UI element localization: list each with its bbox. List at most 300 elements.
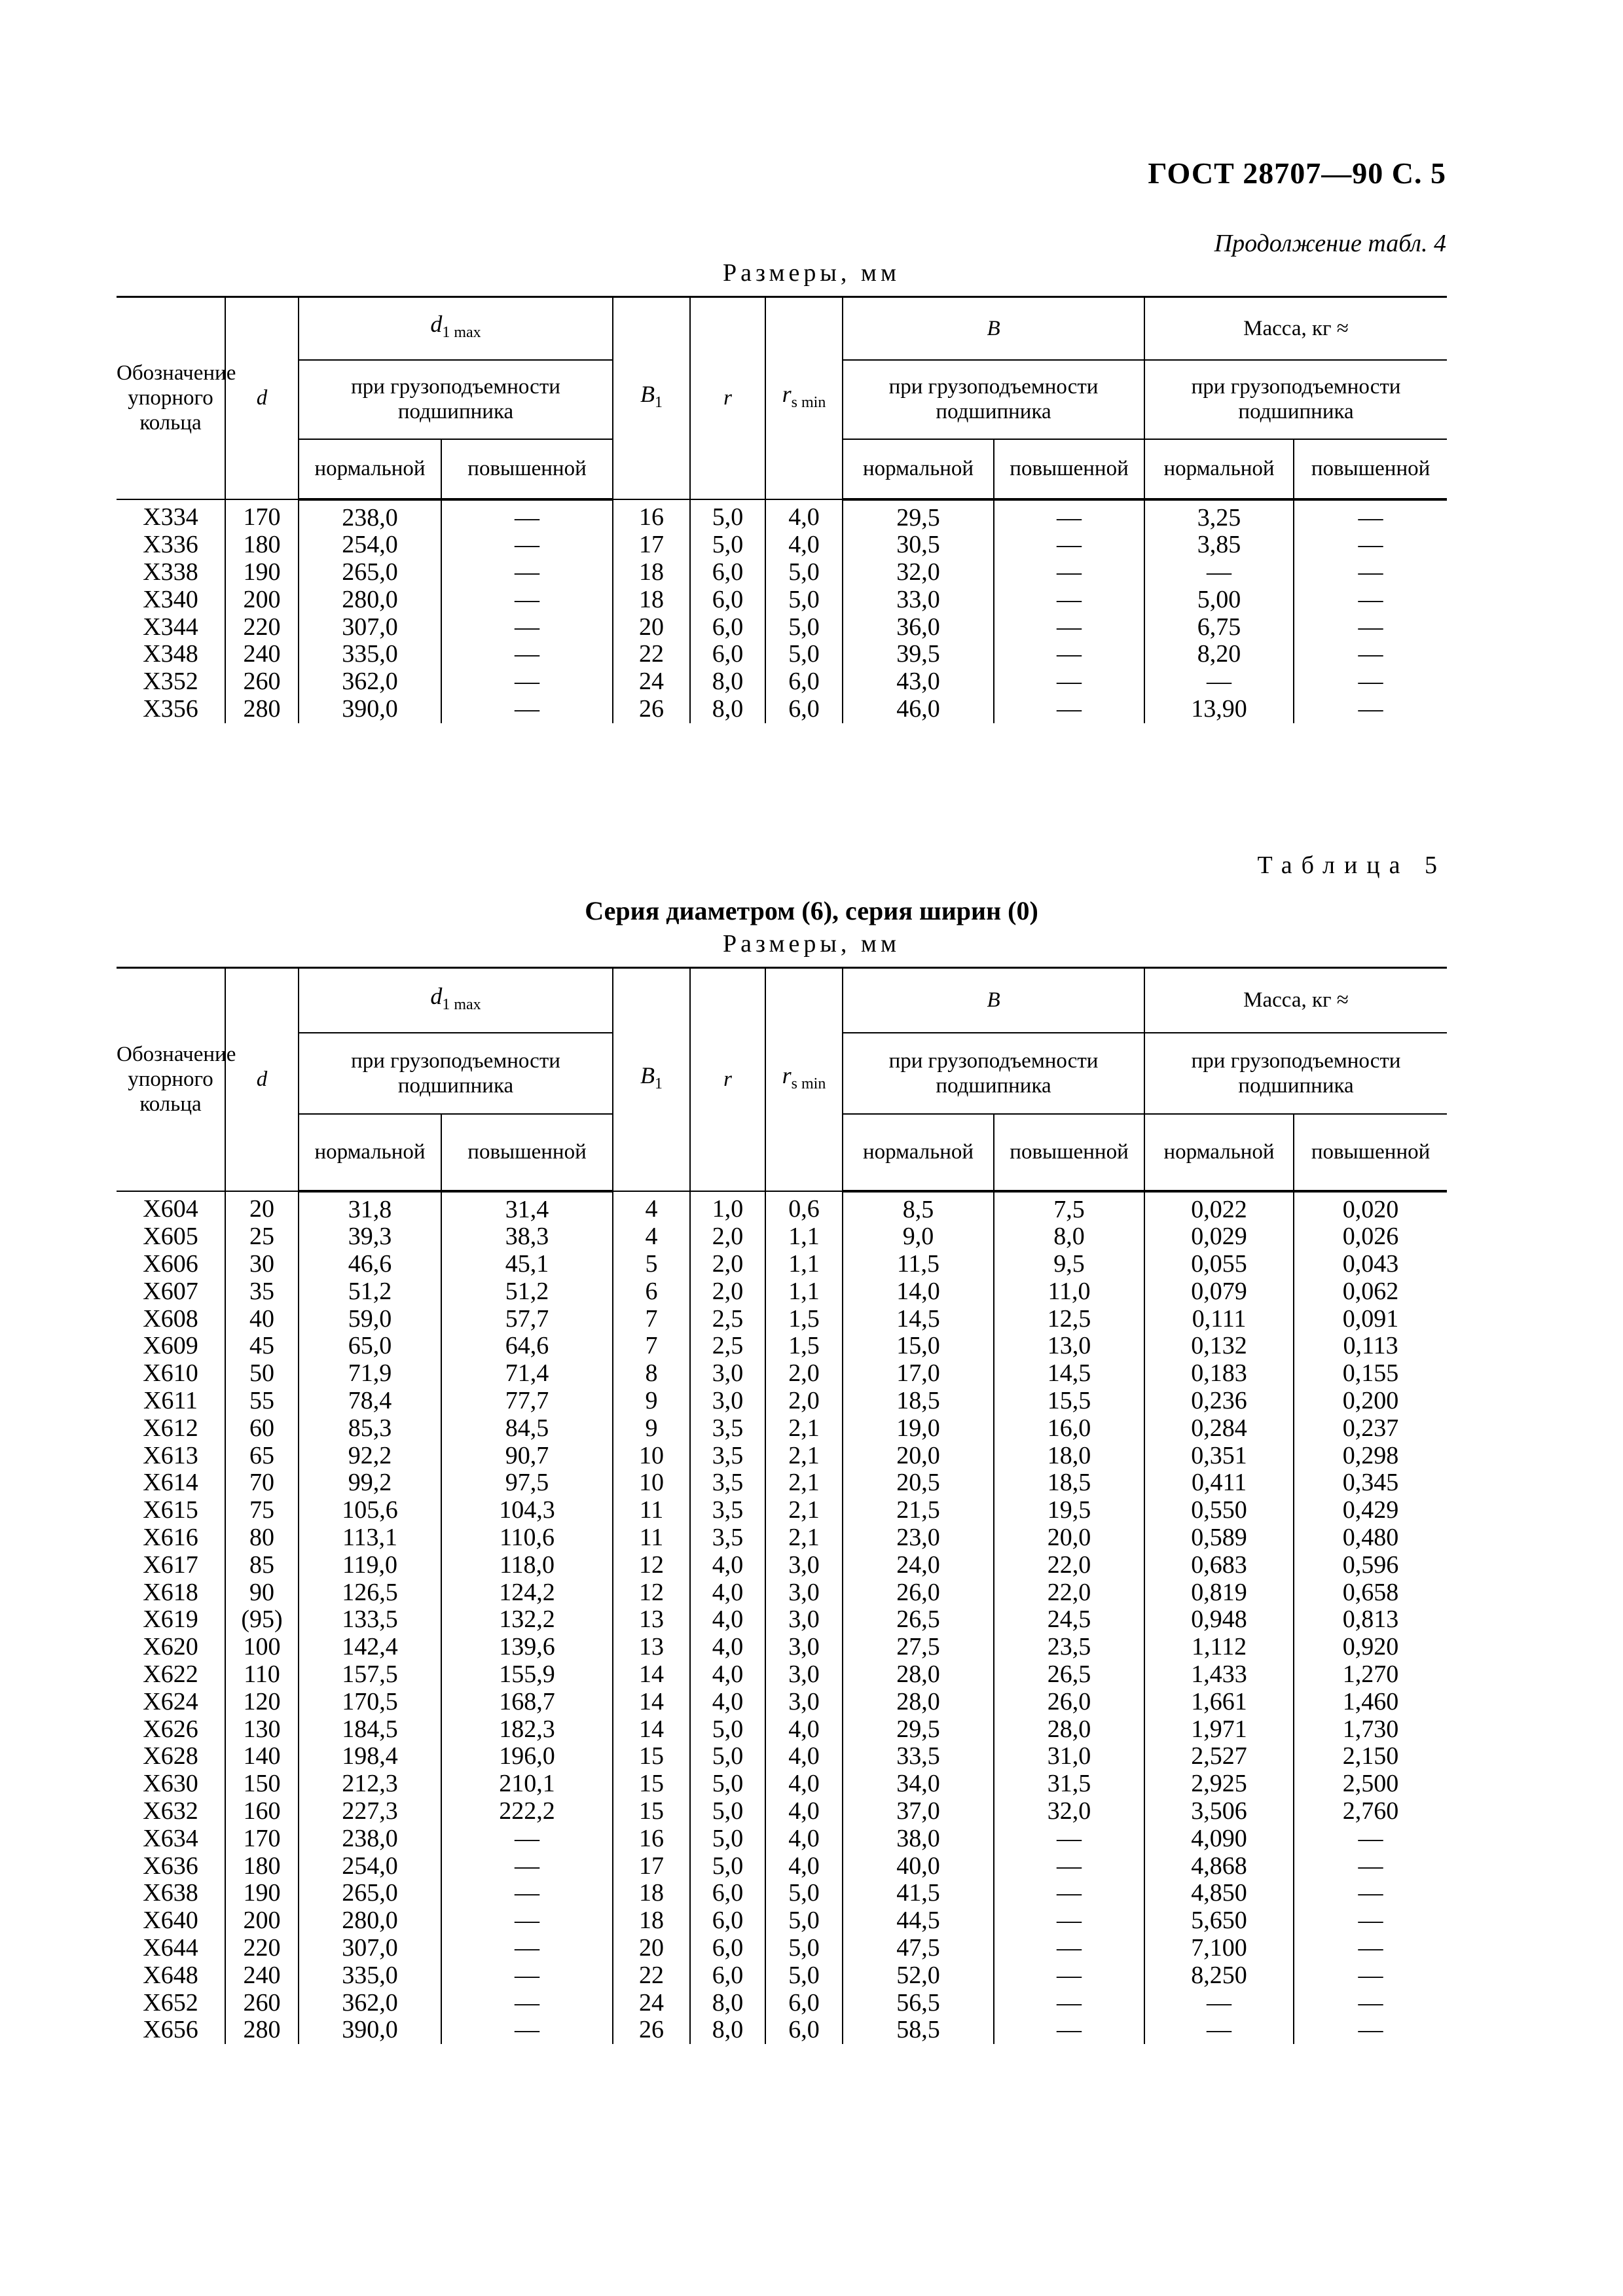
d1-increased-cell: — [441, 586, 613, 614]
b-normal-cell: 43,0 [843, 668, 994, 696]
mass-increased-cell: 0,043 [1294, 1251, 1447, 1278]
table-row [117, 559, 1447, 586]
b-normal-cell: 29,5 [843, 1716, 994, 1744]
d1-normal-cell: 280,0 [299, 586, 441, 614]
rs-min-cell: 4,0 [765, 1825, 843, 1853]
mass-normal-header: нормальной [1144, 1114, 1294, 1191]
b-normal-cell: 33,5 [843, 1743, 994, 1770]
designation-cell: X608 [117, 1306, 225, 1333]
b-normal-cell: 20,5 [843, 1469, 994, 1497]
b1-cell: 18 [613, 1880, 690, 1907]
designation-cell: X626 [117, 1716, 225, 1744]
b1-cell: 20 [613, 1935, 690, 1962]
mass-normal-cell: 0,111 [1144, 1306, 1294, 1333]
table-row [117, 1798, 1447, 1825]
d1-normal-cell: 307,0 [299, 614, 441, 641]
mass-increased-cell: 0,091 [1294, 1306, 1447, 1333]
r-cell: 8,0 [690, 668, 765, 696]
d1-increased-cell: — [441, 696, 613, 723]
mass-increased-cell: 1,270 [1294, 1661, 1447, 1689]
r-cell: 4,0 [690, 1552, 765, 1579]
d1-normal-cell: 170,5 [299, 1689, 441, 1716]
b-increased-cell: — [994, 668, 1144, 696]
designation-cell: X622 [117, 1661, 225, 1689]
table-row [117, 1251, 1447, 1278]
mass-increased-cell: 2,500 [1294, 1770, 1447, 1798]
table-5-label: Таблица 5 [1257, 852, 1446, 879]
b-increased-cell: — [994, 614, 1144, 641]
table-row [117, 1469, 1447, 1497]
d1-normal-cell: 99,2 [299, 1469, 441, 1497]
mass-normal-cell: 1,112 [1144, 1634, 1294, 1661]
table-row [117, 1606, 1447, 1634]
r-cell: 6,0 [690, 1907, 765, 1935]
d1-normal-cell: 157,5 [299, 1661, 441, 1689]
mass-increased-cell: — [1294, 1935, 1447, 1962]
d-cell: 80 [225, 1524, 299, 1552]
designation-cell: X634 [117, 1825, 225, 1853]
d1-subscript: 1 max [442, 324, 481, 342]
b1-cell: 9 [613, 1415, 690, 1443]
r-cell: 8,0 [690, 696, 765, 723]
r-cell: 5,0 [690, 1798, 765, 1825]
table-row [117, 2017, 1447, 2044]
mass-increased-cell: — [1294, 499, 1447, 532]
b-increased-cell: — [994, 1880, 1144, 1907]
d1-increased-cell: 182,3 [441, 1716, 613, 1744]
b1-cell: 12 [613, 1552, 690, 1579]
d-cell: 220 [225, 614, 299, 641]
designation-cell: X336 [117, 531, 225, 559]
d1-symbol: d [430, 982, 443, 1009]
b-increased-cell: — [994, 1853, 1144, 1880]
table-row [117, 1661, 1447, 1689]
d-cell: 100 [225, 1634, 299, 1661]
rs-min-cell: 2,0 [765, 1388, 843, 1415]
d1-increased-cell: — [441, 559, 613, 586]
b-normal-cell: 19,0 [843, 1415, 994, 1443]
mass-normal-cell: 5,00 [1144, 586, 1294, 614]
table-row [117, 641, 1447, 668]
d1-normal-cell: 39,3 [299, 1223, 441, 1251]
mass-load-header: при грузоподъемности подшипника [1144, 360, 1447, 439]
table-row [117, 1443, 1447, 1470]
designation-cell: X619 [117, 1606, 225, 1634]
table-row [117, 1360, 1447, 1388]
r-cell: 3,5 [690, 1469, 765, 1497]
mass-normal-cell: 0,351 [1144, 1443, 1294, 1470]
b-normal-cell: 9,0 [843, 1223, 994, 1251]
mass-normal-cell: 0,022 [1144, 1191, 1294, 1224]
b1-cell: 7 [613, 1306, 690, 1333]
d1-normal-cell: 390,0 [299, 696, 441, 723]
d1-increased-cell: 132,2 [441, 1606, 613, 1634]
mass-increased-cell: 0,920 [1294, 1634, 1447, 1661]
rs-min-cell: 3,0 [765, 1552, 843, 1579]
d1-normal-cell: 85,3 [299, 1415, 441, 1443]
b1-symbol: B [640, 1062, 655, 1088]
mass-header: Масса, кг ≈ [1144, 968, 1447, 1033]
mass-normal-cell: 0,411 [1144, 1469, 1294, 1497]
d1-normal-cell: 92,2 [299, 1443, 441, 1470]
designation-cell: X340 [117, 586, 225, 614]
rs-min-cell: 1,1 [765, 1251, 843, 1278]
r-cell: 3,0 [690, 1360, 765, 1388]
b-increased-cell: 8,0 [994, 1223, 1144, 1251]
b1-cell: 13 [613, 1634, 690, 1661]
b1-cell: 15 [613, 1743, 690, 1770]
b1-cell: 14 [613, 1661, 690, 1689]
b-normal-cell: 26,0 [843, 1579, 994, 1607]
table-row [117, 1689, 1447, 1716]
mass-increased-cell: 0,200 [1294, 1388, 1447, 1415]
rs-min-cell: 5,0 [765, 1962, 843, 1990]
d1-increased-cell: 31,4 [441, 1191, 613, 1224]
d1-normal-cell: 362,0 [299, 1990, 441, 2017]
b1-subscript: 1 [655, 1075, 663, 1092]
b-increased-cell: 14,5 [994, 1360, 1144, 1388]
table-4-continuation [117, 296, 1447, 723]
table-row [117, 1579, 1447, 1607]
rs-min-cell: 2,1 [765, 1497, 843, 1524]
b-header: B [843, 968, 1144, 1033]
r-cell: 1,0 [690, 1191, 765, 1224]
mass-increased-cell: — [1294, 1907, 1447, 1935]
page-header: ГОСТ 28707—90 С. 5 [1148, 156, 1446, 190]
table-row [117, 1191, 1447, 1224]
rs-min-cell: 4,0 [765, 1743, 843, 1770]
mass-normal-cell: 1,971 [1144, 1716, 1294, 1744]
mass-normal-cell: 0,236 [1144, 1388, 1294, 1415]
rs-min-cell: 4,0 [765, 1798, 843, 1825]
d1-normal-cell: 198,4 [299, 1743, 441, 1770]
mass-normal-cell: 5,650 [1144, 1907, 1294, 1935]
d1-normal-cell: 105,6 [299, 1497, 441, 1524]
b1-cell: 14 [613, 1716, 690, 1744]
d-cell: 140 [225, 1743, 299, 1770]
rs-subscript: s min [791, 1075, 826, 1092]
d-cell: 35 [225, 1278, 299, 1306]
d-cell: 150 [225, 1770, 299, 1798]
table-row [117, 1223, 1447, 1251]
mass-normal-cell: 6,75 [1144, 614, 1294, 641]
b1-symbol: B [640, 380, 655, 407]
table-row [117, 1990, 1447, 2017]
rs-min-cell: 5,0 [765, 1907, 843, 1935]
b-normal-cell: 14,0 [843, 1278, 994, 1306]
mass-increased-cell: 1,730 [1294, 1716, 1447, 1744]
table-row [117, 1935, 1447, 1962]
b-normal-cell: 58,5 [843, 2017, 994, 2044]
mass-increased-cell: 2,760 [1294, 1798, 1447, 1825]
designation-cell: X652 [117, 1990, 225, 2017]
mass-increased-cell: — [1294, 2017, 1447, 2044]
r-cell: 3,5 [690, 1443, 765, 1470]
mass-normal-cell: 3,85 [1144, 531, 1294, 559]
d1-normal-cell: 280,0 [299, 1907, 441, 1935]
mass-increased-cell: — [1294, 531, 1447, 559]
b-increased-cell: 22,0 [994, 1552, 1144, 1579]
d1-increased-header: повышенной [441, 1114, 613, 1191]
table-row [117, 1716, 1447, 1744]
r-cell: 3,5 [690, 1497, 765, 1524]
mass-increased-cell: — [1294, 668, 1447, 696]
b-increased-cell: 23,5 [994, 1634, 1144, 1661]
designation-cell: X614 [117, 1469, 225, 1497]
b-increased-cell: 28,0 [994, 1716, 1144, 1744]
b-normal-cell: 47,5 [843, 1935, 994, 1962]
rsmin-header [765, 297, 843, 499]
b-normal-cell: 52,0 [843, 1962, 994, 1990]
b-increased-cell: — [994, 2017, 1144, 2044]
d1-subscript: 1 max [442, 996, 481, 1013]
b-normal-cell: 28,0 [843, 1689, 994, 1716]
rs-min-cell: 4,0 [765, 1853, 843, 1880]
designation-cell: X636 [117, 1853, 225, 1880]
d-cell: 240 [225, 641, 299, 668]
d1-increased-cell: 196,0 [441, 1743, 613, 1770]
mass-increased-cell: 0,298 [1294, 1443, 1447, 1470]
rs-min-cell: 6,0 [765, 2017, 843, 2044]
d1-load-header: при грузоподъемности подшипника [299, 360, 613, 439]
r-cell: 8,0 [690, 2017, 765, 2044]
b-increased-cell: — [994, 586, 1144, 614]
r-cell: 5,0 [690, 1743, 765, 1770]
mass-increased-cell: 0,062 [1294, 1278, 1447, 1306]
designation-cell: X616 [117, 1524, 225, 1552]
mass-increased-cell: 2,150 [1294, 1743, 1447, 1770]
d1-increased-cell: — [441, 499, 613, 532]
r-cell: 6,0 [690, 1880, 765, 1907]
d1-increased-cell: 210,1 [441, 1770, 613, 1798]
b-normal-cell: 23,0 [843, 1524, 994, 1552]
mass-normal-cell: 1,433 [1144, 1661, 1294, 1689]
designation-cell: X656 [117, 2017, 225, 2044]
b-increased-cell: 18,0 [994, 1443, 1144, 1470]
d1-normal-header: нормальной [299, 1114, 441, 1191]
r-cell: 6,0 [690, 586, 765, 614]
table-5 [117, 967, 1447, 2044]
b-normal-cell: 39,5 [843, 641, 994, 668]
table-row [117, 499, 1447, 532]
rs-min-cell: 4,0 [765, 531, 843, 559]
d1-normal-cell: 65,0 [299, 1333, 441, 1360]
r-cell: 4,0 [690, 1579, 765, 1607]
mass-normal-cell: 0,055 [1144, 1251, 1294, 1278]
d-cell: 280 [225, 696, 299, 723]
mass-normal-cell: 3,25 [1144, 499, 1294, 532]
rs-min-cell: 3,0 [765, 1661, 843, 1689]
designation-cell: X624 [117, 1689, 225, 1716]
mass-normal-cell: 2,527 [1144, 1743, 1294, 1770]
mass-normal-cell: 0,029 [1144, 1223, 1294, 1251]
rs-min-cell: 2,1 [765, 1443, 843, 1470]
d1-increased-cell: — [441, 641, 613, 668]
d1-increased-cell: — [441, 1990, 613, 2017]
designation-cell: X334 [117, 499, 225, 532]
mass-normal-cell: 4,850 [1144, 1880, 1294, 1907]
b-normal-cell: 37,0 [843, 1798, 994, 1825]
d1-normal-header: нормальной [299, 439, 441, 499]
d1-increased-cell: 77,7 [441, 1388, 613, 1415]
d-cell: 170 [225, 1825, 299, 1853]
b-increased-cell: 9,5 [994, 1251, 1144, 1278]
designation-cell: X611 [117, 1388, 225, 1415]
rs-symbol: r [782, 380, 792, 407]
d-cell: 190 [225, 559, 299, 586]
d1-normal-cell: 59,0 [299, 1306, 441, 1333]
d1-normal-cell: 335,0 [299, 641, 441, 668]
d-cell: 75 [225, 1497, 299, 1524]
designation-header: Обозначение упорного кольца [117, 968, 225, 1191]
d1-increased-cell: 90,7 [441, 1443, 613, 1470]
d1-increased-cell: — [441, 531, 613, 559]
b-increased-cell: — [994, 641, 1144, 668]
mass-increased-header: повышенной [1294, 1114, 1447, 1191]
designation-cell: X610 [117, 1360, 225, 1388]
table5-units: Размеры, мм [722, 930, 900, 958]
d-cell: 55 [225, 1388, 299, 1415]
designation-header: Обозначение упорного кольца [117, 297, 225, 499]
b1-cell: 6 [613, 1278, 690, 1306]
r-cell: 3,5 [690, 1524, 765, 1552]
b1-cell: 7 [613, 1333, 690, 1360]
mass-normal-cell: — [1144, 668, 1294, 696]
d-cell: 70 [225, 1469, 299, 1497]
mass-increased-cell: — [1294, 1990, 1447, 2017]
rs-min-cell: 1,1 [765, 1278, 843, 1306]
mass-increased-cell: 0,113 [1294, 1333, 1447, 1360]
b-increased-cell: 15,5 [994, 1388, 1144, 1415]
d1-normal-cell: 254,0 [299, 1853, 441, 1880]
d1-increased-cell: 38,3 [441, 1223, 613, 1251]
r-cell: 5,0 [690, 1716, 765, 1744]
b1-cell: 11 [613, 1524, 690, 1552]
table4-units: Размеры, мм [722, 259, 900, 287]
b1-cell: 12 [613, 1579, 690, 1607]
r-header: r [690, 968, 765, 1191]
mass-normal-cell: 7,100 [1144, 1935, 1294, 1962]
b1-cell: 16 [613, 1825, 690, 1853]
d1-increased-cell: 168,7 [441, 1689, 613, 1716]
d-cell: 160 [225, 1798, 299, 1825]
rs-min-cell: 5,0 [765, 586, 843, 614]
r-cell: 6,0 [690, 641, 765, 668]
d-cell: 190 [225, 1880, 299, 1907]
d1-increased-cell: — [441, 1880, 613, 1907]
mass-normal-header: нормальной [1144, 439, 1294, 499]
d1-normal-cell: 31,8 [299, 1191, 441, 1224]
d1-normal-cell: 254,0 [299, 531, 441, 559]
rs-min-cell: 2,1 [765, 1524, 843, 1552]
d1-increased-cell: — [441, 614, 613, 641]
d-cell: 130 [225, 1716, 299, 1744]
b1-cell: 4 [613, 1223, 690, 1251]
b1-cell: 15 [613, 1770, 690, 1798]
d1-normal-cell: 78,4 [299, 1388, 441, 1415]
d-cell: 180 [225, 1853, 299, 1880]
mass-normal-cell: 0,132 [1144, 1333, 1294, 1360]
table-row [117, 586, 1447, 614]
rs-min-cell: 4,0 [765, 1716, 843, 1744]
b1-cell: 16 [613, 499, 690, 532]
b1-header [613, 968, 690, 1191]
table-row [117, 531, 1447, 559]
r-header: r [690, 297, 765, 499]
designation-cell: X640 [117, 1907, 225, 1935]
b-normal-cell: 15,0 [843, 1333, 994, 1360]
mass-normal-cell: 4,868 [1144, 1853, 1294, 1880]
table-row [117, 614, 1447, 641]
d-cell: 110 [225, 1661, 299, 1689]
table-row [117, 1333, 1447, 1360]
d1-increased-cell: 84,5 [441, 1415, 613, 1443]
d1-normal-cell: 362,0 [299, 668, 441, 696]
b-increased-cell: 13,0 [994, 1333, 1144, 1360]
rs-min-cell: 5,0 [765, 559, 843, 586]
mass-normal-cell: 8,250 [1144, 1962, 1294, 1990]
rs-min-cell: 3,0 [765, 1634, 843, 1661]
rs-min-cell: 1,5 [765, 1306, 843, 1333]
table-row [117, 1880, 1447, 1907]
designation-cell: X352 [117, 668, 225, 696]
b-normal-cell: 30,5 [843, 531, 994, 559]
d-cell: 200 [225, 1907, 299, 1935]
rs-min-cell: 1,5 [765, 1333, 843, 1360]
designation-cell: X609 [117, 1333, 225, 1360]
table-row [117, 668, 1447, 696]
rs-symbol: r [782, 1062, 792, 1088]
b1-subscript: 1 [655, 393, 663, 411]
b-normal-cell: 28,0 [843, 1661, 994, 1689]
mass-normal-cell: 2,925 [1144, 1770, 1294, 1798]
mass-normal-cell: 0,079 [1144, 1278, 1294, 1306]
table-row [117, 1388, 1447, 1415]
b1-cell: 18 [613, 1907, 690, 1935]
mass-increased-cell: 0,020 [1294, 1191, 1447, 1224]
b-increased-cell: 26,5 [994, 1661, 1144, 1689]
table-row [117, 1278, 1447, 1306]
b-increased-cell: 18,5 [994, 1469, 1144, 1497]
b1-cell: 22 [613, 641, 690, 668]
d-cell: 40 [225, 1306, 299, 1333]
mass-normal-cell: — [1144, 1990, 1294, 2017]
mass-increased-cell: 0,345 [1294, 1469, 1447, 1497]
mass-increased-cell: 0,237 [1294, 1415, 1447, 1443]
d1-normal-cell: 227,3 [299, 1798, 441, 1825]
d-cell: 180 [225, 531, 299, 559]
designation-cell: X612 [117, 1415, 225, 1443]
rs-min-cell: 2,1 [765, 1469, 843, 1497]
table-row [117, 1524, 1447, 1552]
mass-increased-cell: — [1294, 1853, 1447, 1880]
d1-normal-cell: 238,0 [299, 1825, 441, 1853]
b-increased-cell: — [994, 1907, 1144, 1935]
designation-cell: X638 [117, 1880, 225, 1907]
designation-cell: X618 [117, 1579, 225, 1607]
designation-cell: X344 [117, 614, 225, 641]
b-normal-cell: 24,0 [843, 1552, 994, 1579]
d1-increased-cell: 222,2 [441, 1798, 613, 1825]
table-row [117, 1962, 1447, 1990]
d1-normal-cell: 307,0 [299, 1935, 441, 1962]
r-cell: 8,0 [690, 1990, 765, 2017]
b1-cell: 26 [613, 696, 690, 723]
d-cell: 240 [225, 1962, 299, 1990]
b1-cell: 10 [613, 1469, 690, 1497]
table-row [117, 1853, 1447, 1880]
table-row [117, 1825, 1447, 1853]
